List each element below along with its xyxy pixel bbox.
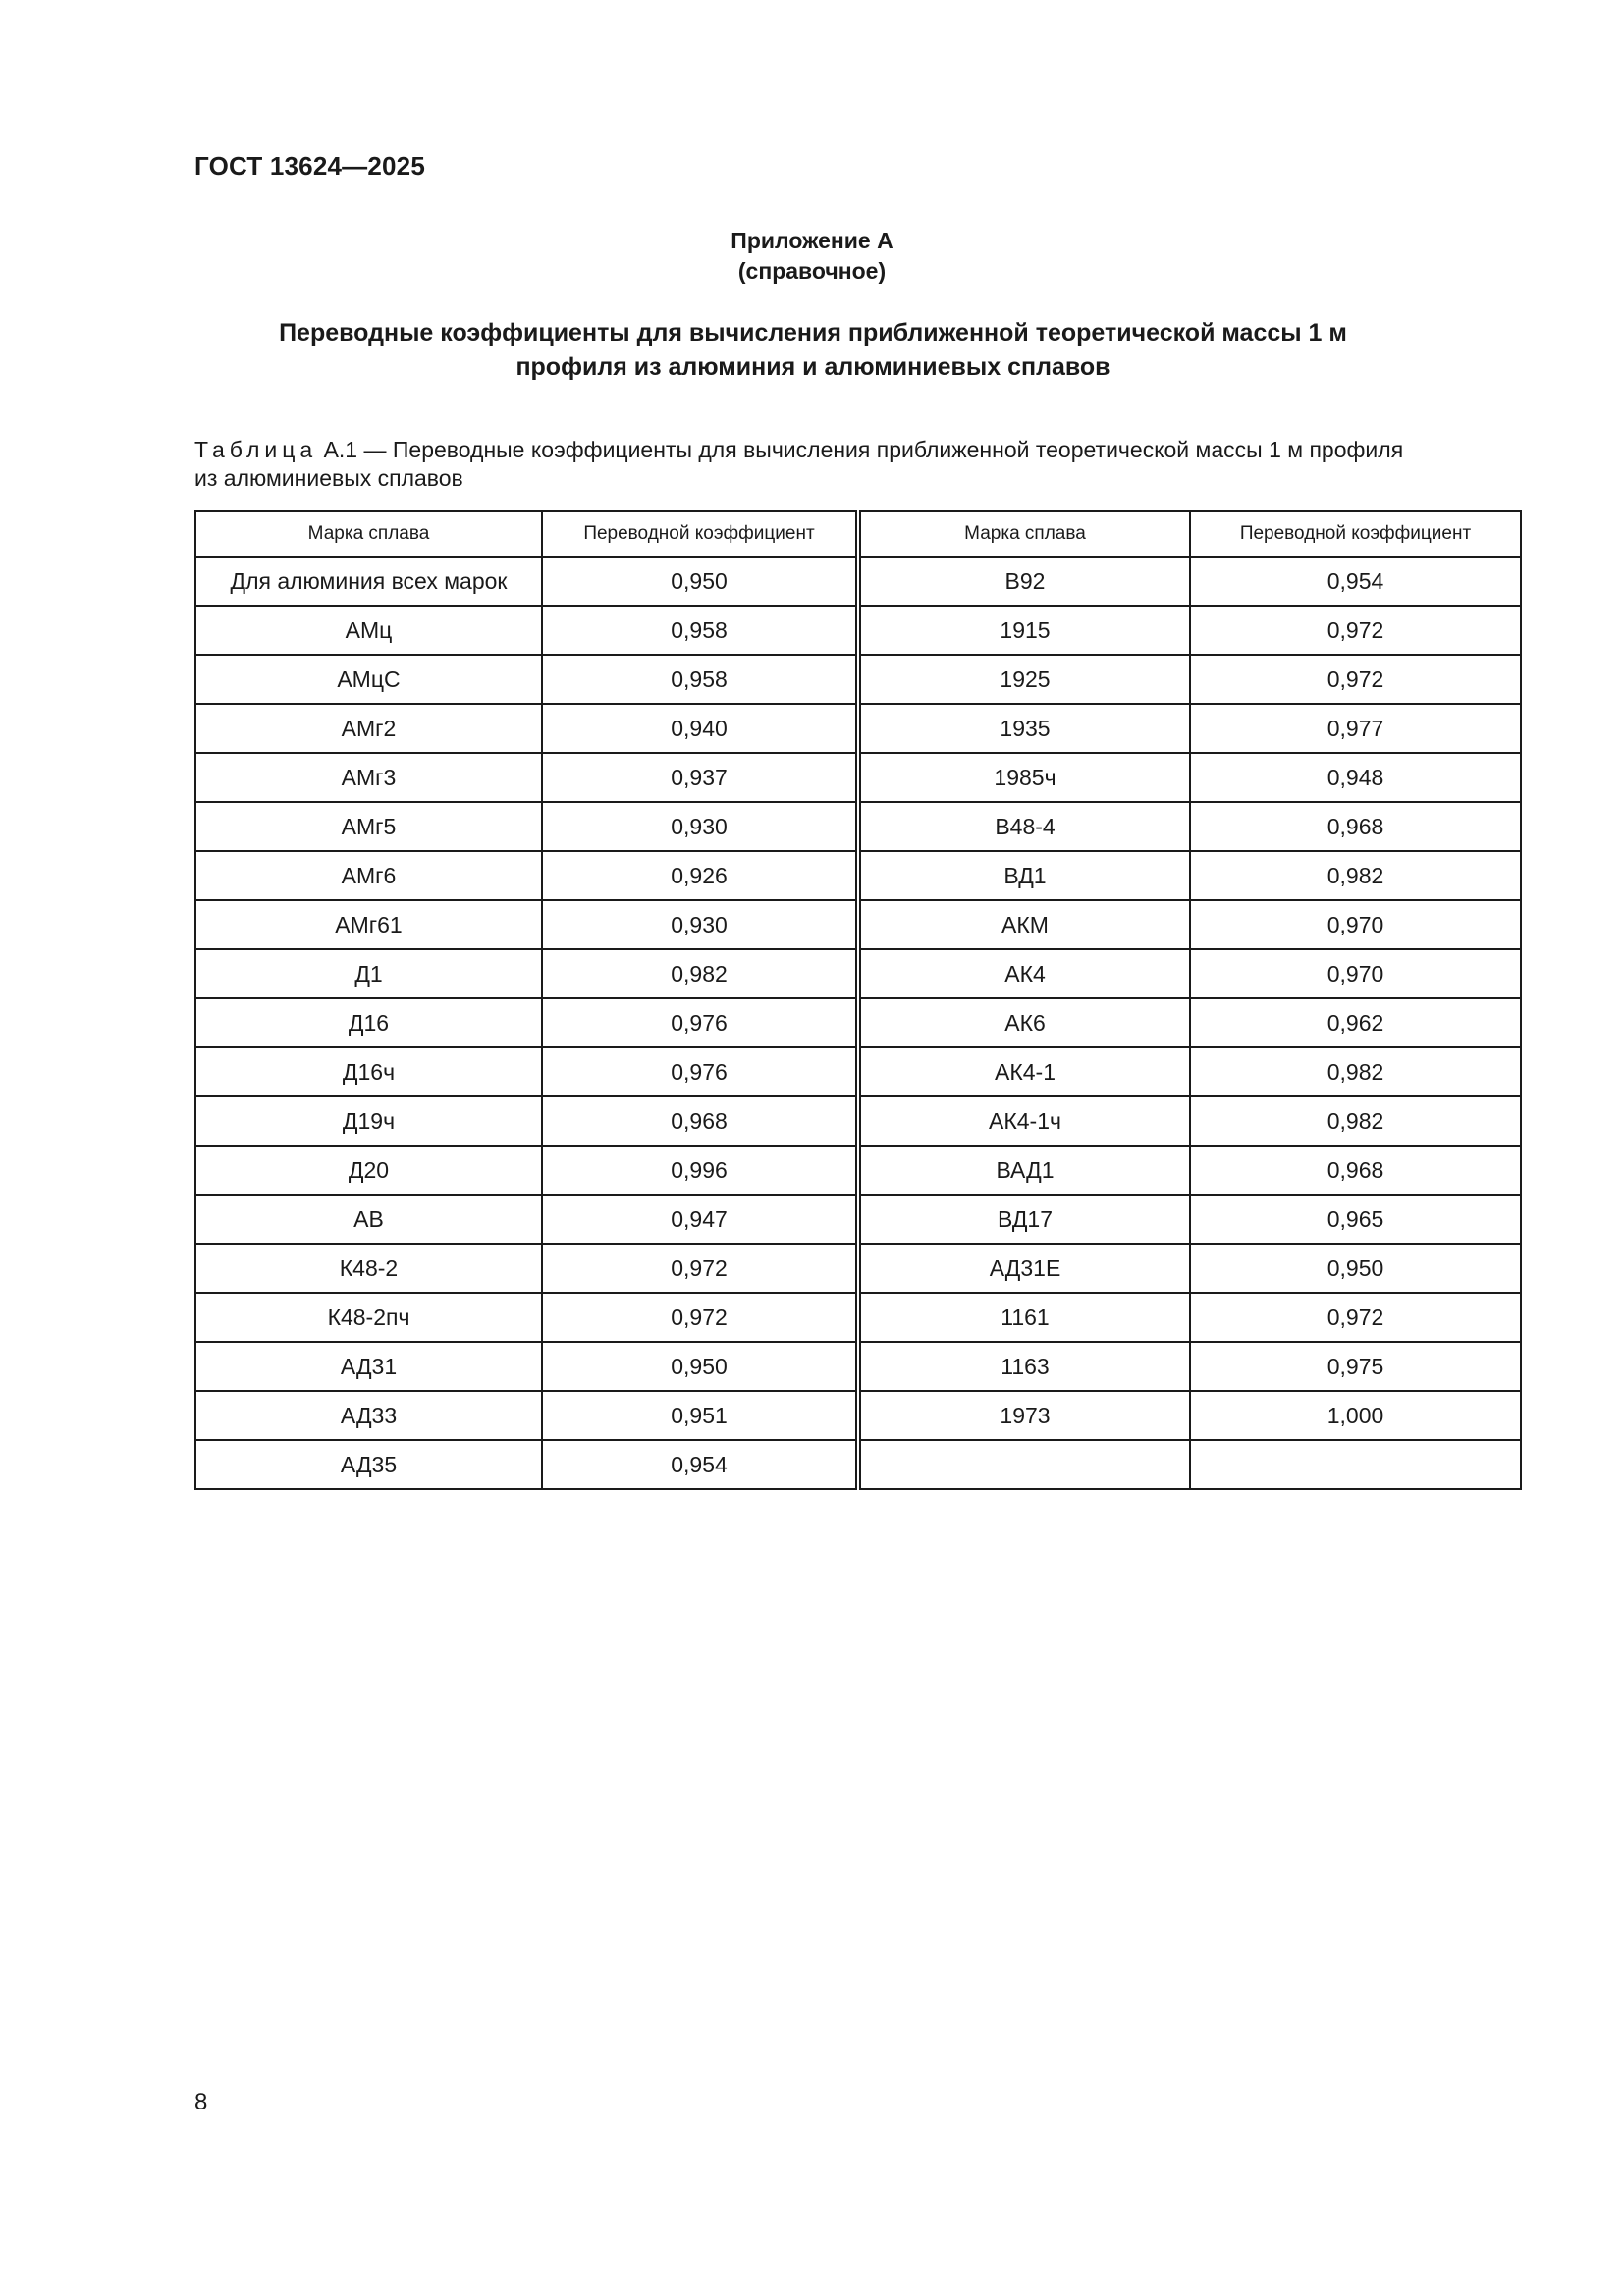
- cell-alloy-grade-left: Д16: [195, 998, 542, 1047]
- cell-coefficient-right: 0,982: [1190, 1096, 1521, 1146]
- cell-alloy-grade-right: АК4-1ч: [858, 1096, 1190, 1146]
- cell-alloy-grade-right: 1985ч: [858, 753, 1190, 802]
- cell-alloy-grade-right: В48-4: [858, 802, 1190, 851]
- cell-alloy-grade-left: АД35: [195, 1440, 542, 1489]
- cell-alloy-grade-left: АМг2: [195, 704, 542, 753]
- cell-coefficient-left: 0,972: [542, 1244, 858, 1293]
- table-row: [195, 851, 1521, 900]
- cell-coefficient-right: 0,968: [1190, 1146, 1521, 1195]
- table-row: [195, 1293, 1521, 1342]
- cell-alloy-grade-right: [858, 1440, 1190, 1489]
- annex-title: [194, 316, 1432, 385]
- table-row: [195, 1195, 1521, 1244]
- cell-alloy-grade-left: АД31: [195, 1342, 542, 1391]
- cell-coefficient-right: 0,970: [1190, 949, 1521, 998]
- cell-coefficient-right: 0,982: [1190, 1047, 1521, 1096]
- cell-coefficient-left: 0,972: [542, 1293, 858, 1342]
- cell-alloy-grade-right: ВАД1: [858, 1146, 1190, 1195]
- cell-alloy-grade-right: 1915: [858, 606, 1190, 655]
- cell-coefficient-left: 0,958: [542, 606, 858, 655]
- cell-coefficient-right: 1,000: [1190, 1391, 1521, 1440]
- coefficients-table: [194, 510, 1522, 1490]
- cell-coefficient-left: 0,982: [542, 949, 858, 998]
- table-caption: [194, 436, 1530, 493]
- cell-alloy-grade-right: АКМ: [858, 900, 1190, 949]
- cell-alloy-grade-left: Д1: [195, 949, 542, 998]
- cell-coefficient-left: 0,950: [542, 1342, 858, 1391]
- annex-label: Приложение А: [731, 228, 893, 253]
- cell-coefficient-right: [1190, 1440, 1521, 1489]
- table-header-row: [195, 511, 1521, 557]
- cell-coefficient-left: 0,940: [542, 704, 858, 753]
- cell-alloy-grade-left: АМц: [195, 606, 542, 655]
- cell-coefficient-right: 0,968: [1190, 802, 1521, 851]
- table-row: [195, 1047, 1521, 1096]
- cell-coefficient-left: 0,947: [542, 1195, 858, 1244]
- cell-coefficient-left: 0,951: [542, 1391, 858, 1440]
- cell-coefficient-left: 0,926: [542, 851, 858, 900]
- cell-alloy-grade-left: АМцС: [195, 655, 542, 704]
- cell-coefficient-right: 0,972: [1190, 606, 1521, 655]
- cell-alloy-grade-left: АМг6: [195, 851, 542, 900]
- cell-alloy-grade-right: АК4: [858, 949, 1190, 998]
- cell-coefficient-right: 0,954: [1190, 557, 1521, 606]
- cell-coefficient-right: 0,977: [1190, 704, 1521, 753]
- table-caption-line-1: А.1 — Переводные коэффициенты для вычисления приближенной теоретической массы 1 м профиля: [323, 437, 1404, 462]
- table-row: [195, 606, 1521, 655]
- header-alloy-grade-right: Марка сплава: [858, 511, 1190, 557]
- cell-alloy-grade-right: 1161: [858, 1293, 1190, 1342]
- cell-coefficient-left: 0,976: [542, 1047, 858, 1096]
- header-coefficient-right: Переводной коэффициент: [1190, 511, 1521, 557]
- cell-alloy-grade-left: АМг61: [195, 900, 542, 949]
- page-number: 8: [194, 2089, 208, 2115]
- cell-alloy-grade-left: АВ: [195, 1195, 542, 1244]
- cell-alloy-grade-right: 1163: [858, 1342, 1190, 1391]
- cell-alloy-grade-right: АД31Е: [858, 1244, 1190, 1293]
- cell-coefficient-left: 0,968: [542, 1096, 858, 1146]
- table-row: [195, 1391, 1521, 1440]
- cell-alloy-grade-right: АК4-1: [858, 1047, 1190, 1096]
- cell-coefficient-left: 0,937: [542, 753, 858, 802]
- table-row: [195, 1244, 1521, 1293]
- table-row: [195, 1440, 1521, 1489]
- cell-coefficient-right: 0,965: [1190, 1195, 1521, 1244]
- cell-coefficient-right: 0,982: [1190, 851, 1521, 900]
- cell-coefficient-left: 0,930: [542, 900, 858, 949]
- cell-alloy-grade-left: К48-2: [195, 1244, 542, 1293]
- header-coefficient-left: Переводной коэффициент: [542, 511, 858, 557]
- cell-coefficient-right: 0,950: [1190, 1244, 1521, 1293]
- cell-alloy-grade-left: АД33: [195, 1391, 542, 1440]
- table-row: [195, 1146, 1521, 1195]
- table-caption-line-2: из алюминиевых сплавов: [194, 465, 463, 491]
- cell-alloy-grade-left: АМг5: [195, 802, 542, 851]
- cell-coefficient-left: 0,976: [542, 998, 858, 1047]
- annex-title-line-2: профиля из алюминия и алюминиевых сплавов: [515, 353, 1110, 381]
- cell-coefficient-right: 0,975: [1190, 1342, 1521, 1391]
- cell-alloy-grade-right: 1925: [858, 655, 1190, 704]
- standard-code: ГОСТ 13624—2025: [194, 151, 425, 181]
- table-row: [195, 655, 1521, 704]
- cell-alloy-grade-right: ВД1: [858, 851, 1190, 900]
- cell-alloy-grade-left: Для алюминия всех марок: [195, 557, 542, 606]
- table-row: [195, 998, 1521, 1047]
- annex-heading: [0, 226, 1624, 287]
- header-alloy-grade-left: Марка сплава: [195, 511, 542, 557]
- cell-alloy-grade-left: Д19ч: [195, 1096, 542, 1146]
- cell-alloy-grade-left: Д16ч: [195, 1047, 542, 1096]
- table-row: [195, 949, 1521, 998]
- annex-title-line-1: Переводные коэффициенты для вычисления приближенной теоретической массы 1 м: [279, 319, 1347, 347]
- table-row: [195, 802, 1521, 851]
- cell-coefficient-right: 0,948: [1190, 753, 1521, 802]
- table-row: [195, 557, 1521, 606]
- cell-alloy-grade-right: В92: [858, 557, 1190, 606]
- cell-coefficient-right: 0,972: [1190, 1293, 1521, 1342]
- table-label: Таблица: [194, 437, 318, 462]
- cell-alloy-grade-left: Д20: [195, 1146, 542, 1195]
- table-row: [195, 753, 1521, 802]
- cell-alloy-grade-left: К48-2пч: [195, 1293, 542, 1342]
- table-row: [195, 1342, 1521, 1391]
- cell-coefficient-right: 0,970: [1190, 900, 1521, 949]
- cell-alloy-grade-right: АК6: [858, 998, 1190, 1047]
- cell-coefficient-left: 0,950: [542, 557, 858, 606]
- cell-alloy-grade-right: 1935: [858, 704, 1190, 753]
- cell-alloy-grade-left: АМг3: [195, 753, 542, 802]
- cell-coefficient-left: 0,930: [542, 802, 858, 851]
- cell-alloy-grade-right: ВД17: [858, 1195, 1190, 1244]
- table-row: [195, 900, 1521, 949]
- cell-coefficient-left: 0,996: [542, 1146, 858, 1195]
- cell-coefficient-right: 0,962: [1190, 998, 1521, 1047]
- table-row: [195, 1096, 1521, 1146]
- cell-coefficient-left: 0,958: [542, 655, 858, 704]
- annex-type: (справочное): [737, 258, 887, 284]
- cell-coefficient-right: 0,972: [1190, 655, 1521, 704]
- cell-alloy-grade-right: 1973: [858, 1391, 1190, 1440]
- cell-coefficient-left: 0,954: [542, 1440, 858, 1489]
- table-row: [195, 704, 1521, 753]
